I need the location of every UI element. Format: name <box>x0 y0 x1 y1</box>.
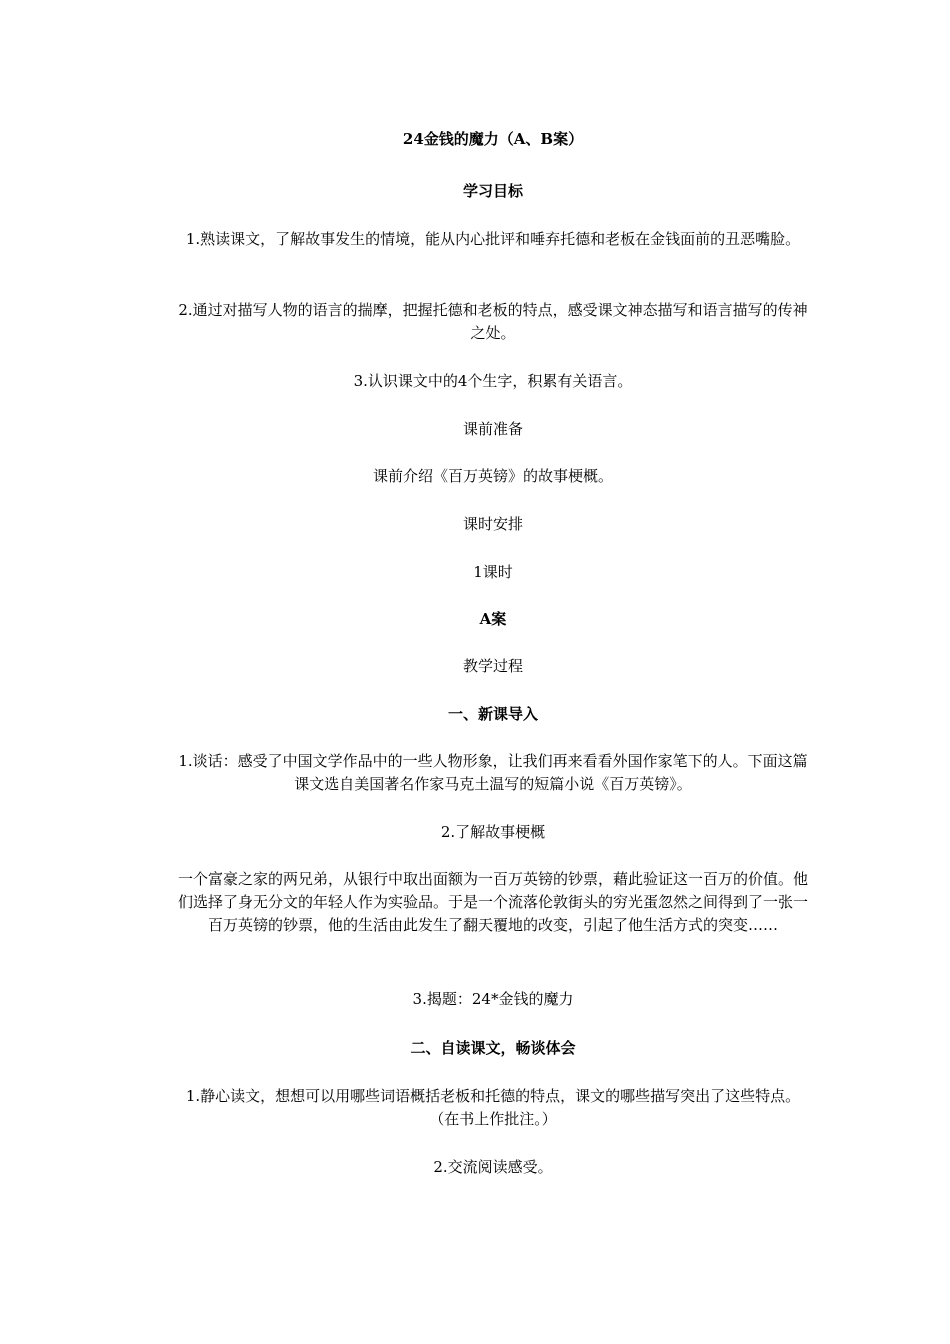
s1-item-1: 1.谈话：感受了中国文学作品中的一些人物形象，让我们再来看看外国作家笔下的人。下面这篇课文选自美国著名作家马克土温写的短篇小说《百万英镑》。 <box>178 752 808 793</box>
heading-goals: 学习目标 <box>462 182 523 200</box>
s1-story: 一个富豪之家的两兄弟，从银行中取出面额为一百万英镑的钞票，藉此验证这一百万的价值。他们选择了身无分文的年轻人作为实验品。于是一个流落伦敦街头的穷光蛋忽然之间得到了一张一百万英镑的钞票，他的生活由此发生了翻天覆地的改变，引起了他生活方式的突变…… <box>178 870 809 934</box>
goal-2: 2.通过对描写人物的语言的揣摩，把握托德和老板的特点，感受课文神态描写和语言描写的传神之处。 <box>178 301 808 342</box>
heading-plan-a: A案 <box>479 610 507 628</box>
s1-item-3: 3.揭题：24*金钱的魔力 <box>412 990 574 1008</box>
prep-text: 课前介绍《百万英镑》的故事梗概。 <box>372 467 613 485</box>
heading-process: 教学过程 <box>462 657 523 675</box>
section-1-title: 一、新课导入 <box>447 705 538 723</box>
schedule-text: 1课时 <box>473 563 513 581</box>
section-2-title: 二、自读课文，畅谈体会 <box>410 1039 576 1057</box>
heading-schedule: 课时安排 <box>462 515 523 533</box>
goal-1: 1.熟读课文，了解故事发生的情境，能从内心批评和唾弃托德和老板在金钱面前的丑恶嘴脸。 <box>185 230 801 248</box>
s2-item-2: 2.交流阅读感受。 <box>433 1158 553 1176</box>
goal-3: 3.认识课文中的4个生字，积累有关语言。 <box>353 372 633 390</box>
s1-item-2: 2.了解故事梗概 <box>440 823 546 841</box>
heading-prep: 课前准备 <box>462 420 523 438</box>
document-title: 24金钱的魔力（A、B案） <box>402 130 584 148</box>
s2-item-1: 1.静心读文，想想可以用哪些词语概括老板和托德的特点，课文的哪些描写突出了这些特点。（在书上作批注。） <box>185 1087 801 1128</box>
